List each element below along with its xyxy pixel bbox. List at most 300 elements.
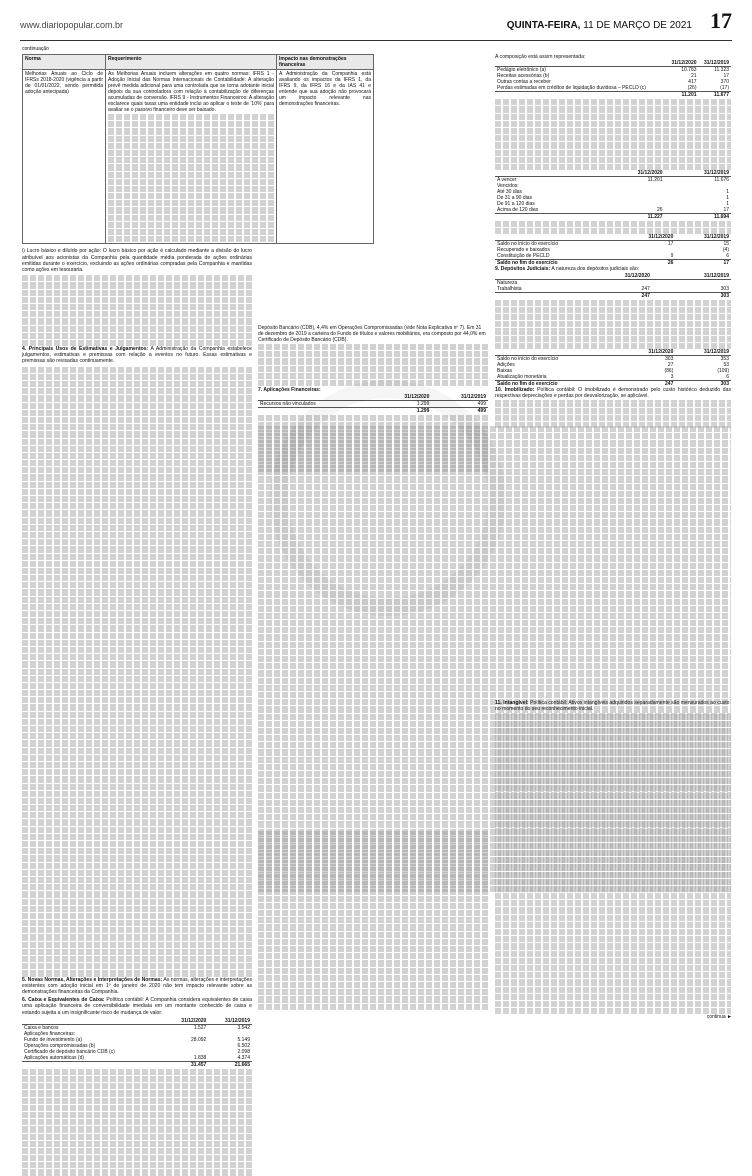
table-cell: Saldo no fim do exercício bbox=[495, 380, 620, 387]
text-line-placeholder bbox=[22, 326, 252, 332]
text-line-placeholder bbox=[22, 863, 252, 869]
text-line-placeholder bbox=[495, 958, 731, 964]
receivables-table bbox=[495, 60, 731, 98]
section-11-title: 11. Intangível: bbox=[495, 700, 529, 706]
text-line-placeholder bbox=[495, 886, 731, 892]
table-cell: Outras contas a receber bbox=[497, 79, 551, 86]
text-line-placeholder bbox=[22, 676, 252, 682]
table-cell: 11.201 bbox=[647, 177, 663, 184]
text-line-placeholder bbox=[22, 762, 252, 768]
table-cell: (17) bbox=[720, 85, 729, 92]
receivables-intro: A composição está assim representada: bbox=[495, 54, 586, 60]
text-line-placeholder bbox=[22, 1090, 252, 1096]
left-body-text bbox=[22, 248, 252, 1175]
text-line-placeholder bbox=[495, 814, 731, 820]
intangible-table bbox=[258, 830, 488, 1010]
text-line-placeholder bbox=[108, 222, 274, 228]
text-line-placeholder bbox=[495, 157, 731, 163]
table-cell: 499 bbox=[477, 401, 486, 408]
table-row bbox=[495, 85, 731, 92]
text-line-placeholder bbox=[22, 769, 252, 775]
text-line-placeholder bbox=[22, 611, 252, 617]
text-line-placeholder bbox=[22, 899, 252, 905]
text-line-placeholder bbox=[258, 996, 488, 1002]
text-line-placeholder bbox=[258, 620, 731, 626]
text-line-placeholder bbox=[258, 845, 488, 851]
text-line-placeholder bbox=[22, 525, 252, 531]
table-cell: 10.783 bbox=[681, 67, 697, 74]
right-column bbox=[495, 54, 731, 428]
text-line-placeholder bbox=[22, 755, 252, 761]
text-line-placeholder bbox=[22, 1162, 252, 1168]
text-line-placeholder bbox=[108, 179, 274, 185]
text-line-placeholder bbox=[258, 838, 488, 844]
text-line-placeholder bbox=[22, 942, 252, 948]
text-line-placeholder bbox=[22, 827, 252, 833]
table-cell: 31/12/2020 bbox=[620, 234, 676, 241]
section-10-text: Política contábil: O imobilizado é demonstrado pelo custo histórico deduzido das respectivas depreciações e perdas por desvalorização, se aplicável. bbox=[495, 386, 731, 400]
table-cell: 28.092 bbox=[191, 1036, 207, 1043]
table-cell: 417 bbox=[688, 79, 697, 86]
text-line-placeholder bbox=[258, 881, 488, 887]
text-line-placeholder bbox=[108, 193, 274, 199]
table-cell: 6 bbox=[726, 253, 729, 260]
table-total-row bbox=[495, 214, 731, 221]
text-line-placeholder bbox=[108, 157, 274, 163]
table-cell: Saldo no fim do exercício bbox=[495, 260, 620, 267]
text-line-placeholder bbox=[22, 424, 252, 430]
text-line-placeholder bbox=[22, 661, 252, 667]
table-cell: Aplicações automáticas (d) bbox=[24, 1054, 85, 1061]
text-line-placeholder bbox=[108, 121, 274, 127]
text-line-placeholder bbox=[22, 633, 252, 639]
text-line-placeholder bbox=[495, 872, 731, 878]
table-cell: 17 bbox=[723, 73, 729, 80]
text-line-placeholder bbox=[258, 627, 731, 633]
table-cell: Fundo de investimento (a) bbox=[24, 1036, 83, 1043]
table-cell: 31/12/2020 bbox=[598, 170, 664, 177]
table-cell: 21.665 bbox=[208, 1061, 252, 1068]
table-cell: 1.299 bbox=[416, 401, 430, 408]
text-line-placeholder bbox=[22, 297, 252, 303]
text-line-placeholder bbox=[22, 841, 252, 847]
table-cell: (109) bbox=[717, 367, 729, 374]
text-line-placeholder bbox=[495, 792, 731, 798]
text-line-placeholder bbox=[258, 982, 488, 988]
norms-cell-norma: Melhorias Anuais ao Ciclo de IFRSs 2018-2020 (vigência a partir de 01/01/2022, sendo permitida adoção antecipada) bbox=[23, 70, 106, 244]
text-line-placeholder bbox=[22, 431, 252, 437]
text-line-placeholder bbox=[495, 836, 731, 842]
table-cell: 31/12/2020 bbox=[620, 349, 676, 356]
table-cell: 26 bbox=[620, 260, 676, 267]
text-line-placeholder bbox=[22, 453, 252, 459]
table-cell: 21 bbox=[690, 73, 697, 80]
text-line-placeholder bbox=[495, 857, 731, 863]
text-line-placeholder bbox=[22, 340, 252, 346]
text-line-placeholder bbox=[495, 228, 731, 234]
text-line-placeholder bbox=[22, 1155, 252, 1161]
table-cell: 4.374 bbox=[237, 1054, 250, 1061]
table-cell: 1 bbox=[726, 189, 729, 196]
table-cell bbox=[495, 214, 598, 221]
table-cell: 1.838 bbox=[193, 1054, 207, 1061]
table-cell: (26) bbox=[687, 85, 697, 92]
text-line-placeholder bbox=[495, 900, 731, 906]
text-line-placeholder bbox=[258, 968, 488, 974]
section-11-text: Política contábil: Ativos intangíveis adquiridos separadamente são mensurados ao custo no momento do seu reconhecimento inicial. bbox=[495, 700, 730, 713]
text-line-placeholder bbox=[22, 812, 252, 818]
text-line-placeholder bbox=[22, 561, 252, 567]
table-total-row bbox=[495, 92, 731, 99]
text-line-placeholder bbox=[495, 1001, 731, 1007]
text-line-placeholder bbox=[22, 927, 252, 933]
table-cell: De 91 a 120 dias bbox=[497, 201, 535, 208]
cash-year-2020: 31/12/2020 bbox=[165, 1018, 209, 1025]
text-line-placeholder bbox=[22, 877, 252, 883]
table-cell: (86) bbox=[664, 367, 674, 374]
text-line-placeholder bbox=[258, 685, 731, 691]
section-9-title: 9. Depósitos Judiciais: bbox=[495, 266, 551, 273]
text-line-placeholder bbox=[258, 975, 488, 981]
table-cell: 303 bbox=[675, 380, 731, 387]
text-line-placeholder bbox=[495, 994, 731, 1000]
section-4-title: 4. Principais Usos de Estimativas e Julgamentos: bbox=[22, 346, 149, 353]
text-line-placeholder bbox=[22, 1083, 252, 1089]
watermark-seal bbox=[270, 380, 506, 616]
text-line-placeholder bbox=[495, 415, 731, 421]
issue-day: QUINTA-FEIRA, bbox=[506, 20, 581, 31]
text-line-placeholder bbox=[495, 807, 731, 813]
text-line-placeholder bbox=[22, 539, 252, 545]
text-line-placeholder bbox=[22, 367, 252, 373]
text-line-placeholder bbox=[108, 207, 274, 213]
text-line-placeholder bbox=[22, 913, 252, 919]
text-line-placeholder bbox=[22, 726, 252, 732]
section-10-title: 10. Imobilizado: bbox=[495, 386, 535, 393]
text-line-placeholder bbox=[22, 554, 252, 560]
text-line-placeholder bbox=[22, 304, 252, 310]
text-line-placeholder bbox=[22, 1169, 252, 1175]
text-line-placeholder bbox=[22, 474, 252, 480]
text-line-placeholder bbox=[495, 422, 731, 428]
section-4-text: A Administração da Companhia estabelece julgamentos, estimativas e premissas com relação a eventos no futuro. Essas estimativas e premissas são revisadas continuamente. bbox=[22, 346, 253, 365]
text-line-placeholder bbox=[495, 1008, 731, 1014]
section-5-text: As normas, alterações e interpretações existentes com adoção inicial em 1º de janeiro de 2020 não tem impacto relevante sobre as demonstrações financeiras da Companhia. bbox=[22, 976, 252, 996]
table-cell bbox=[22, 1061, 165, 1068]
text-line-placeholder bbox=[22, 1112, 252, 1118]
text-line-placeholder bbox=[22, 712, 252, 718]
text-line-placeholder bbox=[22, 582, 252, 588]
text-line-placeholder bbox=[495, 321, 731, 327]
table-cell: 303 bbox=[665, 355, 674, 362]
text-line-placeholder bbox=[22, 381, 252, 387]
table-cell: 370 bbox=[720, 79, 729, 86]
text-line-placeholder bbox=[495, 979, 731, 985]
text-line-placeholder bbox=[22, 963, 252, 969]
table-cell: Atualização monetária bbox=[497, 373, 547, 380]
text-line-placeholder bbox=[495, 879, 731, 885]
text-line-placeholder bbox=[495, 150, 731, 156]
text-line-placeholder bbox=[258, 874, 488, 880]
text-line-placeholder bbox=[258, 946, 488, 952]
text-line-placeholder bbox=[258, 366, 488, 372]
text-line-placeholder bbox=[22, 640, 252, 646]
table-cell: 17 bbox=[675, 260, 731, 267]
text-line-placeholder bbox=[258, 903, 488, 909]
text-line-placeholder bbox=[22, 949, 252, 955]
table-cell: 3 bbox=[670, 373, 674, 380]
text-line-placeholder bbox=[22, 733, 252, 739]
text-line-placeholder bbox=[22, 510, 252, 516]
table-cell: 247 bbox=[620, 380, 676, 387]
text-line-placeholder bbox=[22, 1148, 252, 1154]
text-line-placeholder bbox=[258, 649, 731, 655]
text-line-placeholder bbox=[258, 606, 731, 612]
table-cell: Natureza bbox=[497, 279, 518, 286]
text-line-placeholder bbox=[22, 1076, 252, 1082]
text-line-placeholder bbox=[258, 853, 488, 859]
issue-date-text: 11 DE MARÇO DE 2021 bbox=[583, 20, 692, 31]
text-line-placeholder bbox=[22, 282, 252, 288]
text-line-placeholder bbox=[495, 828, 731, 834]
table-cell: Aplicações financeiras: bbox=[24, 1030, 76, 1037]
text-line-placeholder bbox=[258, 924, 488, 930]
text-line-placeholder bbox=[108, 150, 274, 156]
text-line-placeholder bbox=[495, 121, 731, 127]
text-line-placeholder bbox=[495, 99, 731, 105]
table-cell: 11.201 bbox=[666, 92, 698, 99]
text-line-placeholder bbox=[495, 987, 731, 993]
text-line-placeholder bbox=[22, 970, 252, 976]
text-line-placeholder bbox=[258, 358, 488, 364]
table-cell: Perdas estimadas em créditos de liquidação duvidosa – PECLD (c) bbox=[497, 85, 646, 92]
text-line-placeholder bbox=[495, 771, 731, 777]
text-line-placeholder bbox=[495, 106, 731, 112]
table-cell: 11.677 bbox=[699, 92, 731, 99]
text-line-placeholder bbox=[22, 748, 252, 754]
text-line-placeholder bbox=[495, 221, 731, 227]
table-cell: 3.542 bbox=[237, 1024, 250, 1031]
text-line-placeholder bbox=[495, 893, 731, 899]
text-line-placeholder bbox=[108, 229, 274, 235]
table-cell: 303 bbox=[652, 292, 731, 299]
text-line-placeholder bbox=[22, 704, 252, 710]
text-line-placeholder bbox=[495, 821, 731, 827]
table-cell bbox=[106, 70, 277, 244]
table-cell: (4) bbox=[722, 247, 729, 254]
text-line-placeholder bbox=[22, 1098, 252, 1104]
text-line-placeholder bbox=[495, 164, 731, 170]
table-cell: 303 bbox=[720, 285, 729, 292]
text-line-placeholder bbox=[22, 934, 252, 940]
text-line-placeholder bbox=[22, 275, 252, 281]
table-cell: 17 bbox=[723, 207, 729, 214]
text-line-placeholder bbox=[495, 915, 731, 921]
table-cell: 31/12/2020 bbox=[375, 394, 432, 401]
text-line-placeholder bbox=[495, 328, 731, 334]
text-line-placeholder bbox=[108, 114, 274, 120]
norms-header-requerimento: Requerimento bbox=[106, 55, 277, 70]
text-line-placeholder bbox=[22, 403, 252, 409]
judicial-movement-table bbox=[495, 349, 731, 387]
text-line-placeholder bbox=[22, 446, 252, 452]
text-line-placeholder bbox=[22, 719, 252, 725]
text-line-placeholder bbox=[495, 713, 731, 719]
text-line-placeholder bbox=[495, 128, 731, 134]
text-line-placeholder bbox=[22, 690, 252, 696]
text-line-placeholder bbox=[258, 831, 488, 837]
table-cell: 11.323 bbox=[714, 67, 729, 74]
text-line-placeholder bbox=[258, 1004, 488, 1010]
text-line-placeholder bbox=[108, 164, 274, 170]
section-5-title: 5. Novas Normas, Alterações e Interpretações de Normas: bbox=[22, 976, 163, 983]
text-line-placeholder bbox=[108, 236, 274, 242]
table-cell: 53 bbox=[723, 361, 729, 368]
text-line-placeholder bbox=[258, 692, 731, 698]
text-line-placeholder bbox=[495, 749, 731, 755]
table-cell: 15 bbox=[723, 241, 729, 248]
text-line-placeholder bbox=[258, 989, 488, 995]
text-line-placeholder bbox=[22, 417, 252, 423]
text-line-placeholder bbox=[495, 965, 731, 971]
text-line-placeholder bbox=[22, 532, 252, 538]
text-line-placeholder bbox=[495, 314, 731, 320]
text-line-placeholder bbox=[495, 972, 731, 978]
section-7-title: 7. Aplicações Financeiras: bbox=[258, 387, 321, 394]
text-line-placeholder bbox=[22, 482, 252, 488]
text-line-placeholder bbox=[22, 318, 252, 324]
table-cell: 11.227 bbox=[598, 214, 664, 221]
text-line-placeholder bbox=[495, 728, 731, 734]
text-line-placeholder bbox=[22, 374, 252, 380]
table-cell bbox=[495, 92, 666, 99]
table-cell: 1 bbox=[726, 195, 729, 202]
text-line-placeholder bbox=[22, 395, 252, 401]
table-cell: 31/12/2019 bbox=[675, 234, 731, 241]
text-line-placeholder bbox=[22, 956, 252, 962]
table-total-row bbox=[22, 1061, 252, 1068]
table-cell: 31.457 bbox=[165, 1061, 209, 1068]
text-line-placeholder bbox=[495, 408, 731, 414]
text-line-placeholder bbox=[495, 300, 731, 306]
text-line-placeholder bbox=[495, 778, 731, 784]
text-line-placeholder bbox=[22, 647, 252, 653]
site-url: www.diariopopular.com.br bbox=[20, 20, 124, 30]
norms-header-norma: Norma bbox=[23, 55, 106, 70]
table-cell: 31/12/2020 bbox=[573, 273, 652, 280]
text-line-placeholder bbox=[258, 867, 488, 873]
pecld-table bbox=[495, 234, 731, 266]
table-cell: Vencidos: bbox=[497, 183, 519, 190]
text-line-placeholder bbox=[495, 907, 731, 913]
text-line-placeholder bbox=[22, 791, 252, 797]
norms-table bbox=[22, 54, 374, 244]
table-cell: Acima de 120 dias bbox=[497, 207, 539, 214]
table-cell: 27 bbox=[667, 361, 674, 368]
table-cell: Trabalhista bbox=[497, 285, 522, 292]
section-6-text: Política contábil: A Companhia considera equivalentes de caixa uma aplicação financeira de conversibilidade imediata em um montante conhecido de caixa e estando sujeita a um insignificante risco de mudança de valor. bbox=[22, 997, 253, 1016]
text-line-placeholder bbox=[495, 785, 731, 791]
text-line-placeholder bbox=[258, 910, 488, 916]
text-line-placeholder bbox=[258, 860, 488, 866]
text-line-placeholder bbox=[22, 891, 252, 897]
text-line-placeholder bbox=[108, 172, 274, 178]
text-line-placeholder bbox=[108, 186, 274, 192]
text-line-placeholder bbox=[495, 764, 731, 770]
text-line-placeholder bbox=[495, 114, 731, 120]
text-line-placeholder bbox=[22, 906, 252, 912]
text-line-placeholder bbox=[258, 351, 488, 357]
table-cell: 26 bbox=[657, 207, 663, 214]
text-line-placeholder bbox=[22, 784, 252, 790]
text-line-placeholder bbox=[22, 618, 252, 624]
text-line-placeholder bbox=[495, 800, 731, 806]
text-line-placeholder bbox=[258, 663, 731, 669]
text-line-placeholder bbox=[22, 1141, 252, 1147]
text-line-placeholder bbox=[108, 143, 274, 149]
table-cell: Baixas bbox=[497, 367, 513, 374]
text-line-placeholder bbox=[22, 1134, 252, 1140]
text-line-placeholder bbox=[495, 936, 731, 942]
text-line-placeholder bbox=[22, 1126, 252, 1132]
text-line-placeholder bbox=[22, 597, 252, 603]
continuation-label: continuação bbox=[22, 46, 49, 52]
text-line-placeholder bbox=[258, 917, 488, 923]
text-line-placeholder bbox=[495, 757, 731, 763]
text-line-placeholder bbox=[108, 215, 274, 221]
table-cell: 31/12/2019 bbox=[431, 394, 488, 401]
text-line-placeholder bbox=[22, 805, 252, 811]
page-header bbox=[20, 6, 732, 41]
table-cell: 1.299 bbox=[375, 408, 432, 415]
text-line-placeholder bbox=[22, 496, 252, 502]
text-line-placeholder bbox=[22, 1119, 252, 1125]
table-cell: 9 bbox=[670, 253, 674, 260]
table-cell: A vencer bbox=[497, 177, 517, 184]
continues-label: continua ► bbox=[706, 1014, 732, 1020]
table-cell: 31/12/2019 bbox=[699, 60, 731, 67]
table-cell: 5.149 bbox=[237, 1036, 250, 1043]
issue-date bbox=[507, 20, 692, 31]
table-cell: Adições bbox=[497, 361, 515, 368]
text-line-placeholder bbox=[495, 742, 731, 748]
right-lower-text bbox=[495, 700, 731, 1014]
cash-year-2019: 31/12/2019 bbox=[208, 1018, 252, 1025]
text-line-placeholder bbox=[22, 798, 252, 804]
text-line-placeholder bbox=[22, 311, 252, 317]
text-line-placeholder bbox=[258, 678, 731, 684]
table-cell: 31/12/2019 bbox=[665, 170, 731, 177]
text-line-placeholder bbox=[495, 922, 731, 928]
text-line-placeholder bbox=[22, 625, 252, 631]
text-line-placeholder bbox=[22, 819, 252, 825]
text-line-placeholder bbox=[22, 503, 252, 509]
table-cell: Recursos não vinculados bbox=[260, 401, 316, 408]
table-cell: 247 bbox=[573, 292, 652, 299]
text-line-placeholder bbox=[22, 333, 252, 339]
text-line-placeholder bbox=[258, 613, 731, 619]
text-line-placeholder bbox=[22, 290, 252, 296]
table-cell: 31/12/2019 bbox=[652, 273, 731, 280]
text-line-placeholder bbox=[495, 135, 731, 141]
text-line-placeholder bbox=[495, 336, 731, 342]
table-cell: 6 bbox=[726, 373, 729, 380]
text-line-placeholder bbox=[495, 864, 731, 870]
text-line-placeholder bbox=[22, 697, 252, 703]
page-number: 17 bbox=[710, 8, 732, 33]
text-line-placeholder bbox=[258, 960, 488, 966]
text-line-placeholder bbox=[22, 589, 252, 595]
